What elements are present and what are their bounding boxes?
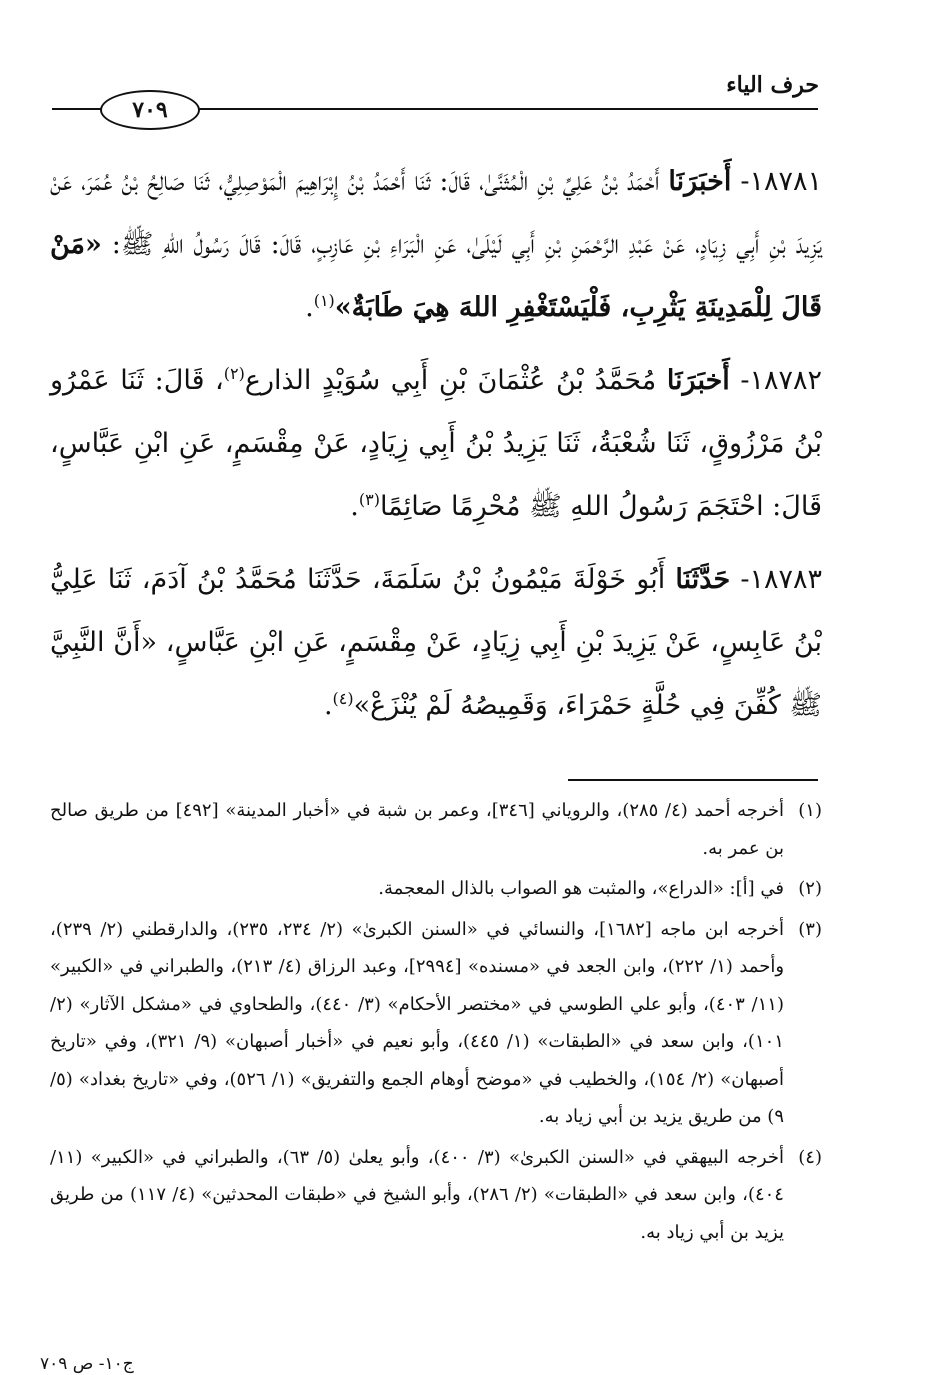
hadith-text: ، قَالَ: ثَنَا عَمْرُو بْنُ مَرْزُوقٍ، ثَنَا شُعْبَةُ، ثَنَا يَزِيدُ بْنُ أَبِي زِيَادٍ، عَنْ مِقْسَمٍ، عَنِ ابْنِ عَبَّاسٍ، قَالَ: احْتَجَمَ رَسُولُ اللهِ ﷺ مُحْرِمًا صَائِمًا <box>50 365 822 522</box>
hadith-text: مُحَمَّدُ بْنُ عُثْمَانَ بْنِ أَبِي سُوَيْدٍ الذارع <box>244 365 657 396</box>
footnote-number: (٣) <box>798 918 822 940</box>
hadith-lead-word: أَخبَرَنَا <box>668 166 732 197</box>
footnote-number: (٢) <box>798 878 822 899</box>
hadith-number: ١٨٧٨٢- <box>740 365 822 396</box>
hadith-lead-word: أَخبَرَنَا <box>666 365 730 396</box>
footnote-number: (١) <box>798 800 822 821</box>
hadith-end: . <box>305 292 314 323</box>
footnote-text: أخرجه ابن ماجه [١٦٨٢]، والنسائي في «السنن الكبرىٰ» (٢/ ٢٣٤، ٢٣٥)، والدارقطني (٢/ ٢٣٩)، وأحمد (١/ ٢٢٢)، وابن الجعد في «مسنده» [٢٩٩٤]، وعبد الرزاق (٤/ ٢١٣)، والطبراني في «الكبير» (١١/ ٤٠٣)، وأبو علي الطوسي في «مختصر الأحكام» (٣/ ٤٤٠)، والطحاوي في «مشكل الآثار» (٢/ ١٠١)، وابن سعد في «الطبقات» (١/ ٤٤٥)، وأبو نعيم في «أخبار أصبهان» (٩/ ٣٢١)، وفي «تاريخ أصبهان» (٢/ ١٥٤)، والخطيب في «موضح أوهام الجمع والتفريق» (١/ ٥٢٦)، وفي «تاريخ بغداد» (٥/ ٩) من طريق يزيد بن أبي زياد به. <box>50 918 785 1127</box>
hadith-text: أَحْمَدُ بْنُ عَلِيِّ بْنِ الْمُثَنَّىٰ، قَالَ: ثَنَا أَحْمَدُ بْنُ إِبْرَاهِيمَ الْمَوْصِلِيُّ، ثَنَا صَالِحُ بْنُ عُمَرَ، عَنْ يَزِيدَ بْنِ أَبِي زِيَادٍ، عَنْ عَبْدِ الرَّحْمَنِ بْنِ أَبِي لَيْلَىٰ، عَنِ الْبَرَاءِ بْنِ عَازِبٍ، قَالَ: قَالَ رَسُولُ اللهِ ﷺ: <box>50 166 822 260</box>
footnote-text: أخرجه البيهقي في «السنن الكبرىٰ» (٣/ ٤٠٠)، وأبو يعلىٰ (٥/ ٦٣)، والطبراني في «الكبير» (١١/ ٤٠٤)، وابن سعد في «الطبقات» (٢/ ٢٨٦)، وأبو الشيخ في «طبقات المحدثين» (٤/ ١١٧) من طريق يزيد بن أبي زياد به. <box>50 1146 784 1243</box>
hadith-number: ١٨٧٨١- <box>740 166 822 197</box>
volume-page-reference: ج١٠- ص ٧٠٩ <box>40 1354 134 1374</box>
footnote-number: (٤) <box>798 1146 822 1168</box>
hadith-end: . <box>350 491 359 522</box>
hadith-end: . <box>323 690 333 721</box>
page-number: ٧٠٩ <box>100 90 200 130</box>
hadith-number: ١٨٧٨٣- <box>740 564 822 595</box>
footnotes <box>50 792 822 1254</box>
footnote-4 <box>50 1139 822 1252</box>
footnote-1 <box>50 792 822 867</box>
footnote-marker: (٤) <box>332 689 354 708</box>
hadith-quote: «مَنْ قَالَ لِلْمَدِينَةِ يَثْرِبِ، فَلْيَسْتَغْفِرِ اللهَ هِيَ طَابَةٌ» <box>50 229 822 323</box>
main-text <box>50 150 822 747</box>
hadith-text: أَبُو خَوْلَةَ مَيْمُونُ بْنُ سَلَمَةَ، حَدَّثَنَا مُحَمَّدُ بْنُ آدَمَ، ثَنَا عَلِيُّ بْنُ عَابِسٍ، عَنْ يَزِيدَ بْنِ أَبِي زِيَادٍ، عَنْ مِقْسَمٍ، عَنِ ابْنِ عَبَّاسٍ، <box>50 564 822 658</box>
hadith-lead-word: حَدَّثَنَا <box>675 564 731 595</box>
running-title: حرف الياء <box>726 72 819 98</box>
footnote-3 <box>50 911 822 1136</box>
footnote-rule <box>568 779 818 781</box>
hadith-18783 <box>50 548 822 737</box>
hadith-18781 <box>50 150 822 339</box>
footnote-marker: (٢) <box>223 364 245 383</box>
footnote-2 <box>50 870 822 908</box>
footnote-text: أخرجه أحمد (٤/ ٢٨٥)، والروياني [٣٤٦]، وعمر بن شبة في «أخبار المدينة» [٤٩٢] من طريق صالح بن عمر به. <box>50 800 784 859</box>
footnote-marker: (٣) <box>358 490 380 509</box>
hadith-quote: «أَنَّ النَّبِيَّ ﷺ كُفِّنَ فِي حُلَّةٍ حَمْرَاءَ، وَقَمِيصُهُ لَمْ يُنْزَعْ» <box>50 627 822 721</box>
footnote-text: في [أ]: «الدراع»، والمثبت هو الصواب بالذال المعجمة. <box>378 878 784 899</box>
footnote-marker: (١) <box>313 291 335 310</box>
hadith-18782 <box>50 349 822 538</box>
